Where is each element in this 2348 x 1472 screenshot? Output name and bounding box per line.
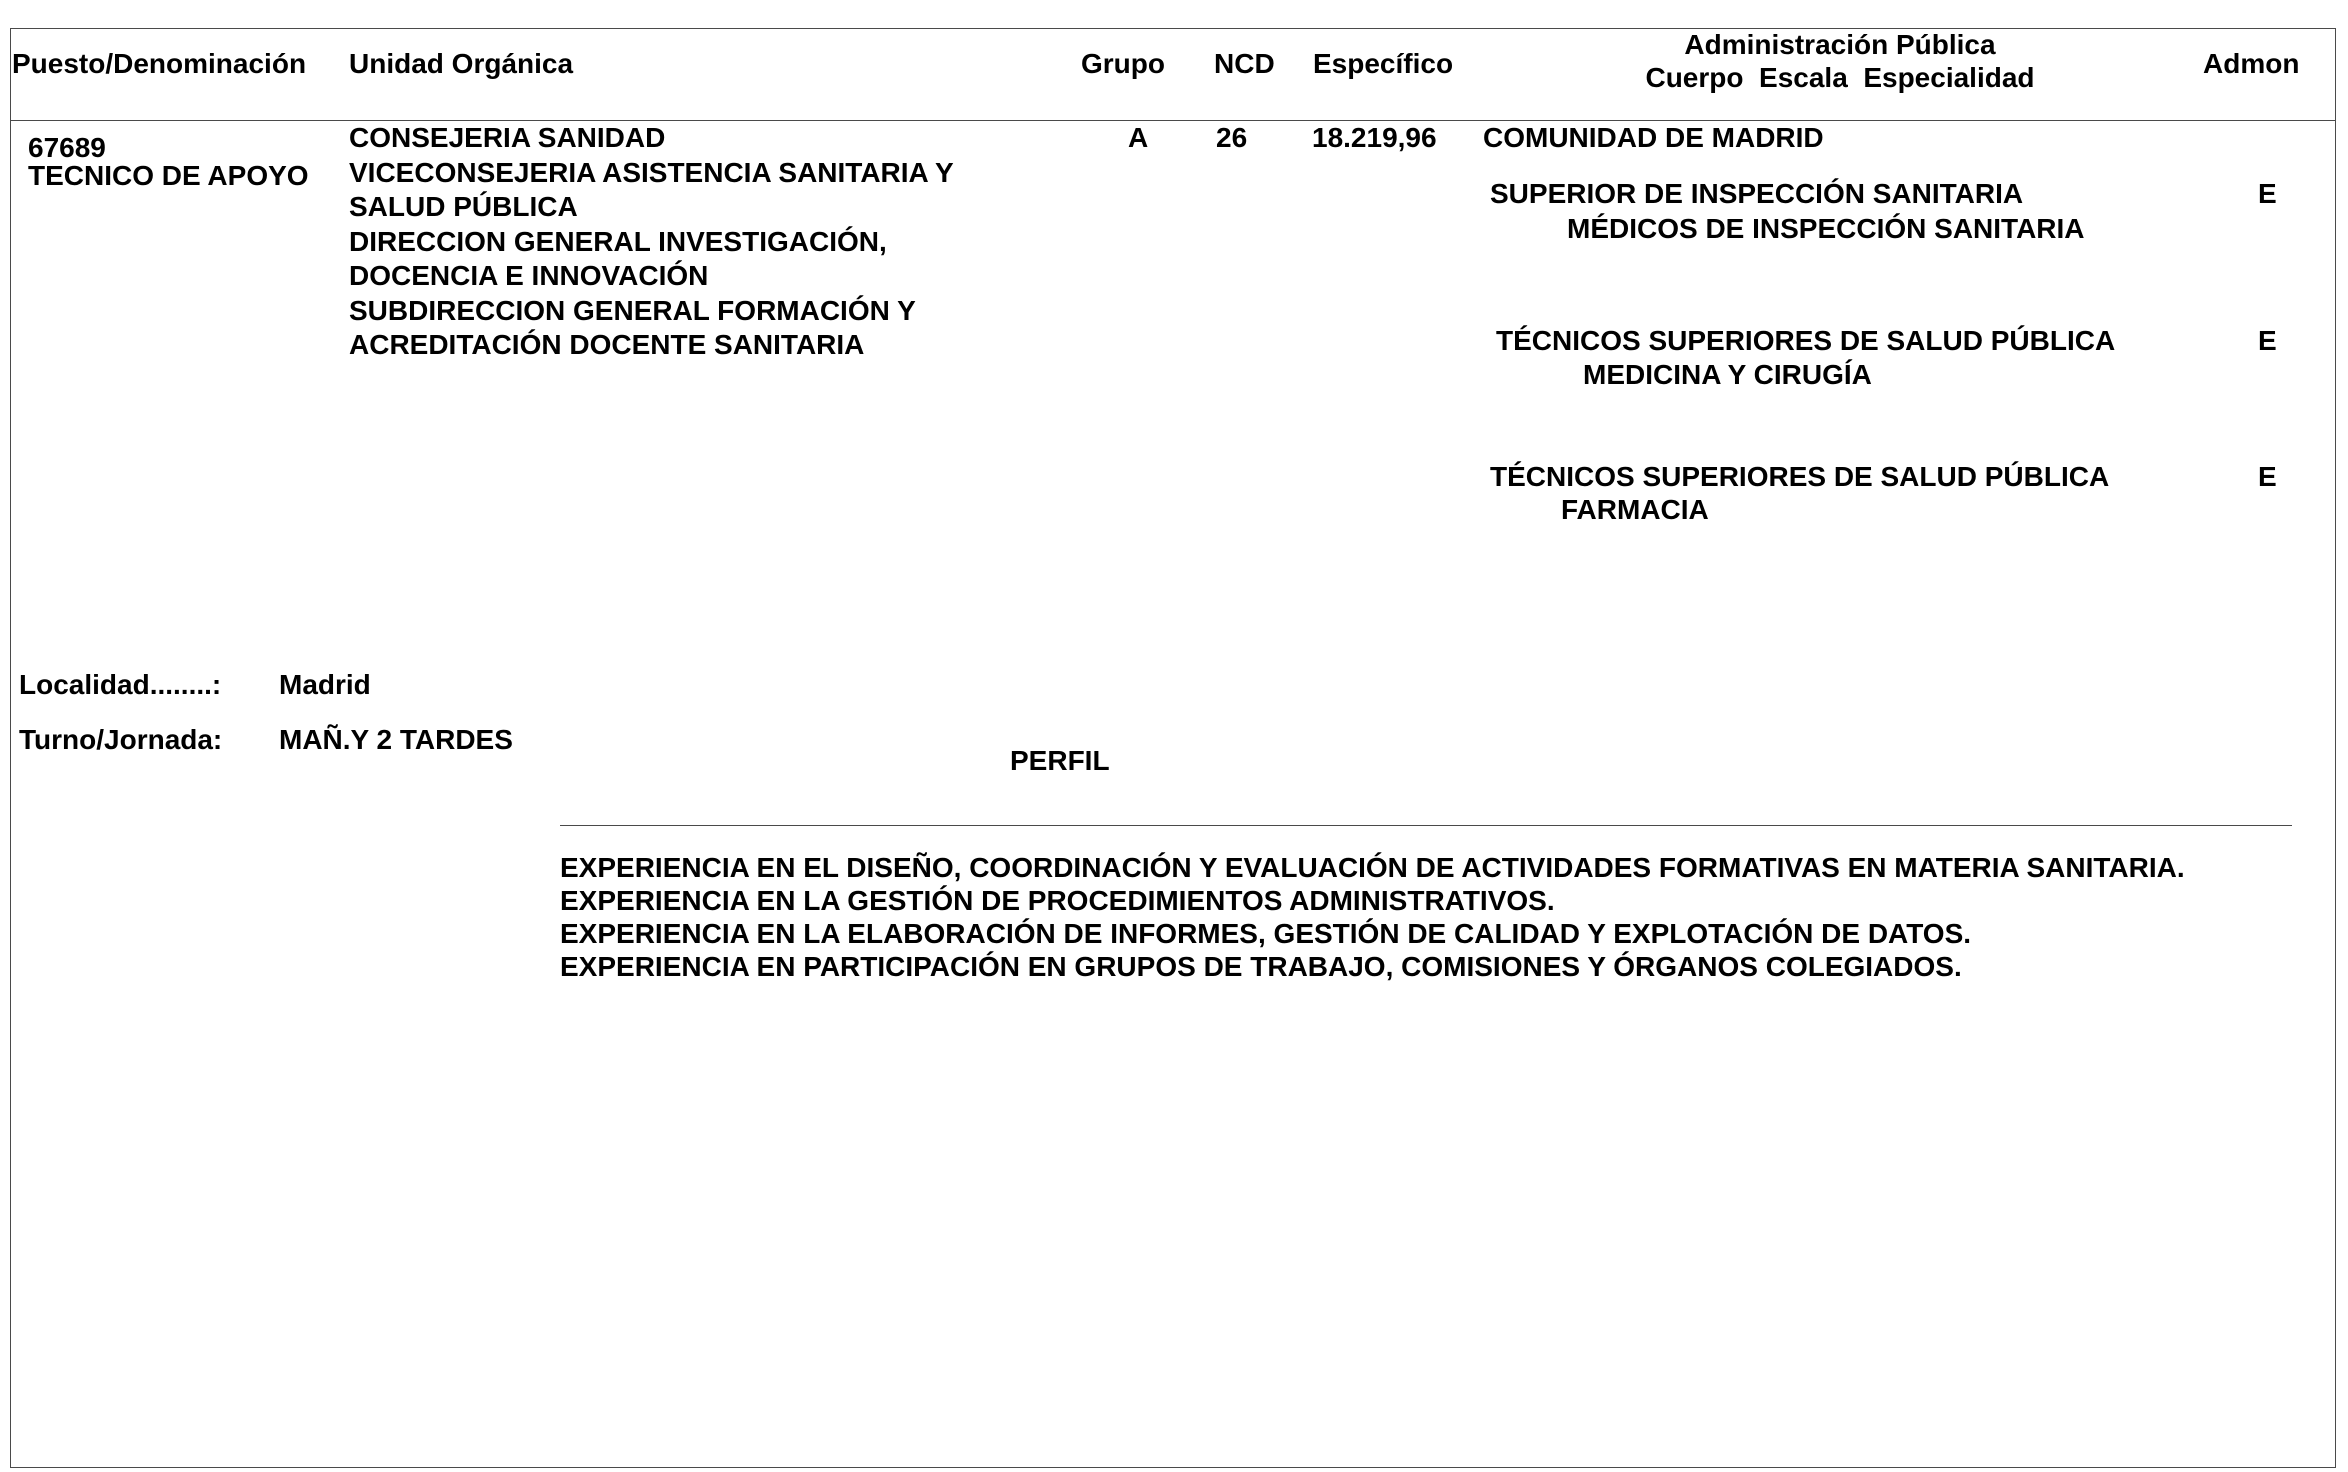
unidad-line: SALUD PÚBLICA [349, 191, 578, 222]
perfil-requirements [560, 851, 2185, 983]
perfil-line: EXPERIENCIA EN LA ELABORACIÓN DE INFORMES, GESTIÓN DE CALIDAD Y EXPLOTACIÓN DE DATOS. [560, 918, 1972, 949]
localidad-value: Madrid [279, 669, 371, 700]
cuerpo-admon: E [2258, 325, 2277, 356]
perfil-line: EXPERIENCIA EN EL DISEÑO, COORDINACIÓN Y EVALUACIÓN DE ACTIVIDADES FORMATIVAS EN MATERIA SANITARIA. [560, 852, 2185, 883]
perfil-line: EXPERIENCIA EN LA GESTIÓN DE PROCEDIMIENTOS ADMINISTRATIVOS. [560, 885, 1555, 916]
header-especifico: Específico [1313, 48, 1454, 79]
unidad-line: CONSEJERIA SANIDAD [349, 122, 666, 153]
cuerpo-admon: E [2258, 461, 2277, 492]
post-grupo: A [1128, 122, 1149, 153]
turno-label: Turno/Jornada: [19, 724, 223, 755]
header-puesto: Puesto/Denominación [12, 48, 307, 79]
perfil-divider [560, 825, 2292, 826]
cuerpo-admon: E [2258, 178, 2277, 209]
cuerpo-name: SUPERIOR DE INSPECCIÓN SANITARIA [1490, 178, 2024, 209]
post-especifico: 18.219,96 [1312, 122, 1437, 153]
unidad-line: DIRECCION GENERAL INVESTIGACIÓN, [349, 225, 887, 257]
unidad-line: DOCENCIA E INNOVACIÓN [349, 260, 709, 291]
localidad-label: Localidad........: [19, 669, 222, 700]
unidad-line: SUBDIRECCION GENERAL FORMACIÓN Y [349, 294, 916, 326]
turno-value: MAÑ.Y 2 TARDES [279, 724, 513, 755]
especialidad-name: MÉDICOS DE INSPECCIÓN SANITARIA [1567, 213, 2085, 244]
header-cuerpo-escala-especialidad: Cuerpo Escala Especialidad [1645, 62, 2035, 93]
header-grupo: Grupo [1081, 48, 1165, 79]
especialidad-name: MEDICINA Y CIRUGÍA [1583, 359, 1872, 390]
especialidad-name: FARMACIA [1561, 494, 1709, 525]
header-ncd: NCD [1214, 48, 1275, 79]
header-unidad-organica: Unidad Orgánica [349, 48, 574, 79]
cuerpo-name: TÉCNICOS SUPERIORES DE SALUD PÚBLICA [1496, 325, 2116, 356]
post-ncd: 26 [1216, 122, 1248, 153]
cuerpo-name: TÉCNICOS SUPERIORES DE SALUD PÚBLICA [1490, 461, 2110, 492]
unidad-line: VICECONSEJERIA ASISTENCIA SANITARIA Y [349, 156, 954, 188]
post-code: 67689 [28, 132, 106, 163]
unidad-organica-block [349, 121, 954, 363]
post-denomination: TECNICO DE APOYO [28, 160, 309, 191]
perfil-title: PERFIL [1010, 745, 1110, 776]
header-administracion-publica: Administración Pública [1684, 29, 1996, 60]
unidad-line: ACREDITACIÓN DOCENTE SANITARIA [349, 329, 865, 360]
perfil-line: EXPERIENCIA EN PARTICIPACIÓN EN GRUPOS DE TRABAJO, COMISIONES Y ÓRGANOS COLEGIADOS. [560, 951, 1962, 982]
header-admon: Admon [2203, 48, 2300, 79]
post-administracion: COMUNIDAD DE MADRID [1483, 122, 1824, 153]
